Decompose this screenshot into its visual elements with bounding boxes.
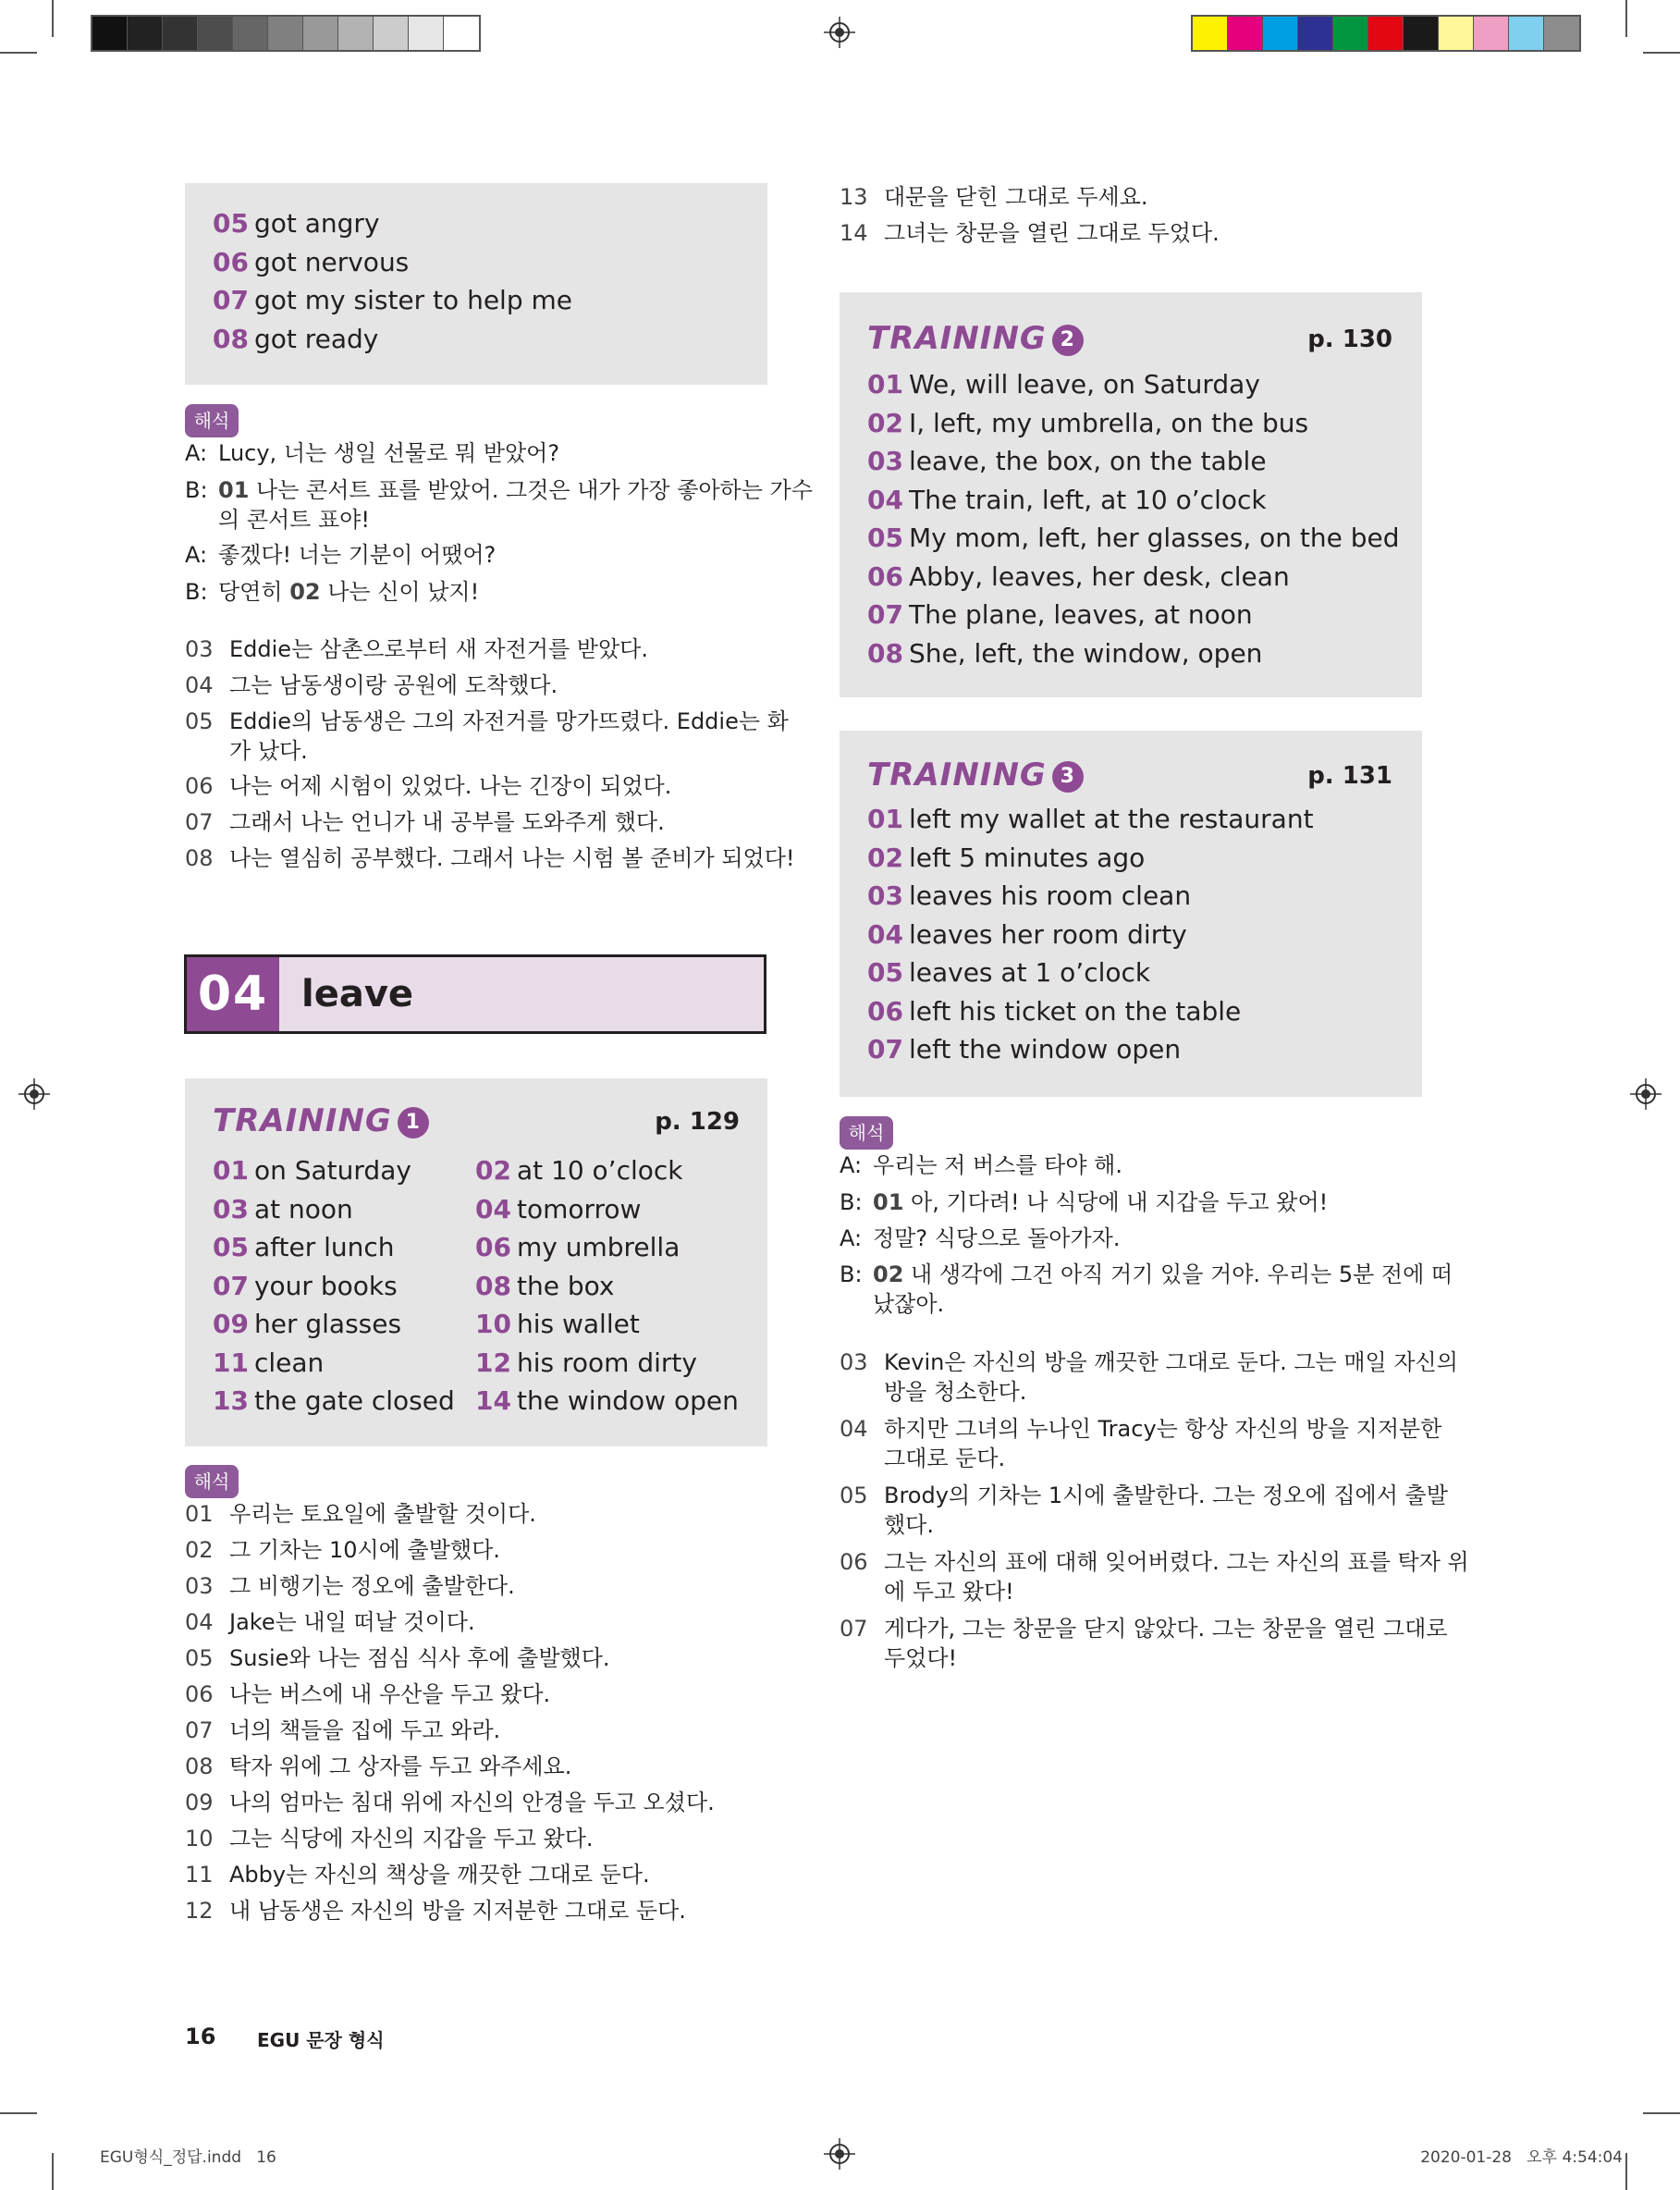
item-text-continued: 가 났다.	[229, 738, 308, 764]
training-3-heading: TRAINING 3	[867, 757, 1084, 794]
speaker: A:	[185, 440, 208, 466]
item-number: 09	[185, 1790, 214, 1815]
color-swatch	[444, 17, 479, 50]
training-2-number: 2	[1052, 325, 1084, 356]
dialog-line	[840, 1260, 1453, 1324]
answer-item	[213, 284, 572, 317]
item-number: 02	[185, 1537, 214, 1563]
item-text: on Saturday	[253, 1155, 411, 1186]
item-text: 그래서 나는 언니가 내 공부를 도와주게 했다.	[229, 809, 665, 835]
item-number: 14	[475, 1385, 511, 1416]
item-text: 나는 버스에 내 우산을 두고 왔다.	[229, 1681, 551, 1707]
item-number: 02	[475, 1155, 511, 1186]
item-text: Eddie는 삼촌으로부터 새 자전거를 받았다.	[229, 636, 648, 662]
item-number: 10	[185, 1826, 214, 1852]
answer-item	[867, 598, 1253, 632]
dialog-text: 좋겠다! 너는 기분이 어땠어?	[218, 542, 497, 568]
item-number: 04	[840, 1416, 868, 1442]
speaker: B:	[840, 1261, 863, 1287]
item-text: leaves his room clean	[908, 880, 1192, 911]
color-swatch	[1404, 17, 1439, 50]
item-number: 05	[867, 957, 903, 988]
training-3-box	[840, 731, 1422, 1097]
item-text: got my sister to help me	[253, 285, 573, 315]
item-number: 11	[213, 1347, 249, 1378]
answer-item	[475, 1347, 697, 1380]
item-text: Abby는 자신의 책상을 깨끗한 그대로 둔다.	[229, 1862, 650, 1888]
speaker: B:	[840, 1189, 863, 1215]
item-number: 07	[213, 285, 249, 315]
item-number: 03	[840, 1349, 868, 1375]
section-header	[184, 954, 766, 1034]
dialog-text-continued: 났잖아.	[873, 1291, 945, 1317]
color-swatch	[1509, 17, 1544, 50]
item-number: 05	[185, 1645, 214, 1671]
item-number: 05	[213, 208, 249, 239]
item-text: left his ticket on the table	[908, 995, 1242, 1027]
answer-item	[867, 445, 1267, 478]
item-text: his wallet	[516, 1309, 640, 1339]
dialog-text: 01 나는 콘서트 표를 받았어. 그것은 내가 가장 좋아하는 가수	[218, 477, 813, 503]
item-text: got ready	[253, 323, 379, 354]
page-number: 16	[185, 2024, 216, 2049]
item-text: leaves her room dirty	[908, 918, 1187, 950]
answer-item	[213, 1270, 398, 1303]
item-number: 04	[185, 1609, 214, 1635]
item-text: got nervous	[253, 246, 410, 277]
item-text: Brody의 기차는 1시에 출발한다. 그는 정오에 집에서 출발	[884, 1483, 1448, 1508]
item-number: 06	[213, 246, 249, 277]
item-text: left the window open	[908, 1034, 1182, 1064]
dialog-text-continued: 의 콘서트 표야!	[218, 507, 370, 533]
item-number: 05	[213, 1232, 249, 1262]
item-text: left 5 minutes ago	[908, 842, 1146, 873]
speaker: A:	[840, 1152, 863, 1178]
answer-item	[475, 1270, 614, 1303]
item-number: 14	[840, 220, 868, 246]
item-number: 03	[185, 1573, 214, 1599]
color-calibration-bar	[1191, 15, 1581, 52]
color-swatch	[1474, 17, 1509, 50]
color-swatch	[374, 17, 409, 50]
item-number: 09	[213, 1309, 249, 1339]
item-number: 07	[840, 1616, 868, 1642]
item-text: 그는 남동생이랑 공원에 도착했다.	[229, 672, 558, 698]
speaker: A:	[185, 542, 208, 568]
answer-box-top	[185, 183, 767, 385]
item-text: 대문을 닫힌 그대로 두세요.	[884, 184, 1148, 210]
haeseok-tag: 해석	[840, 1116, 893, 1150]
item-number: 07	[867, 1034, 903, 1064]
item-number: 07	[867, 599, 903, 630]
answer-item	[213, 1154, 411, 1187]
item-number: 01	[867, 369, 903, 400]
item-text: We, will leave, on Saturday	[908, 369, 1260, 400]
item-number: 08	[213, 323, 249, 354]
item-number: 04	[475, 1193, 511, 1224]
item-text: 그녀는 창문을 열린 그대로 두었다.	[884, 220, 1220, 246]
answer-item	[867, 522, 1400, 555]
item-text: the window open	[516, 1385, 739, 1416]
item-number: 03	[867, 880, 903, 911]
registration-mark-icon	[18, 1078, 50, 1110]
dialog-text: 01 아, 기다려! 나 식당에 내 지갑을 두고 왔어!	[873, 1189, 1329, 1215]
answer-item	[475, 1154, 682, 1187]
translation-item	[840, 1614, 1448, 1679]
item-number: 11	[185, 1862, 214, 1888]
color-swatch	[1439, 17, 1474, 50]
color-swatch	[1544, 17, 1579, 50]
item-number: 08	[475, 1270, 511, 1301]
item-text: Abby, leaves, her desk, clean	[908, 560, 1290, 592]
item-text: 나는 어제 시험이 있었다. 나는 긴장이 되었다.	[229, 773, 672, 799]
color-swatch	[1228, 17, 1263, 50]
answer-item	[213, 1308, 401, 1341]
answer-item	[475, 1308, 640, 1341]
answer-item	[475, 1193, 641, 1226]
registration-mark-icon	[1630, 1078, 1662, 1110]
item-text: leave, the box, on the table	[908, 446, 1267, 476]
answer-item	[867, 484, 1267, 517]
item-number: 02	[867, 842, 903, 873]
haeseok-tag: 해석	[185, 404, 239, 437]
item-number: 06	[185, 1681, 214, 1707]
item-number: 12	[475, 1347, 511, 1378]
answer-item	[867, 637, 1262, 671]
item-text: her glasses	[253, 1309, 402, 1339]
item-number: 04	[867, 484, 903, 515]
item-number: 06	[475, 1232, 511, 1262]
item-text: at 10 o’clock	[516, 1155, 683, 1186]
training-1-page: p. 129	[655, 1108, 740, 1136]
item-number: 07	[213, 1270, 249, 1301]
item-number: 06	[185, 773, 214, 799]
answer-item	[867, 1033, 1181, 1066]
training-1-number: 1	[398, 1107, 429, 1138]
answer-item	[867, 560, 1290, 594]
color-swatch	[1368, 17, 1404, 50]
answer-item	[213, 1384, 455, 1418]
item-text: the gate closed	[253, 1385, 455, 1416]
item-text: 하지만 그녀의 누나인 Tracy는 항상 자신의 방을 지저분한	[884, 1416, 1442, 1442]
item-text: The plane, leaves, at noon	[908, 599, 1253, 630]
item-number: 07	[185, 809, 214, 835]
speaker: A:	[840, 1225, 863, 1251]
item-number: 13	[840, 184, 868, 210]
item-number: 04	[185, 672, 214, 698]
registration-mark-icon	[824, 17, 855, 48]
color-swatch	[303, 17, 338, 50]
answer-item	[213, 323, 378, 356]
section-number: 04	[187, 957, 279, 1031]
item-text: his room dirty	[516, 1347, 697, 1378]
answer-item	[213, 1193, 353, 1226]
translation-item	[840, 1547, 1469, 1612]
translation-item	[840, 1414, 1442, 1479]
dialog-text: Lucy, 너는 생일 선물로 뭐 받았어?	[218, 440, 560, 466]
answer-item	[867, 368, 1260, 401]
item-number: 01	[867, 804, 903, 834]
dialog-line	[185, 577, 777, 642]
translation-item	[840, 1347, 1458, 1412]
item-number: 04	[867, 918, 903, 950]
item-text: My mom, left, her glasses, on the bed	[908, 523, 1400, 553]
item-number: 05	[185, 708, 214, 734]
training-3-page: p. 131	[1307, 762, 1392, 790]
translation-item	[185, 707, 789, 771]
color-swatch	[198, 17, 233, 50]
item-number: 03	[867, 446, 903, 476]
speaker: B:	[185, 477, 208, 503]
dialog-text: 당연히 02 나는 신이 났지!	[218, 579, 480, 605]
training-2-page: p. 130	[1307, 326, 1392, 353]
translation-item	[185, 1896, 777, 1961]
answer-item	[867, 956, 1150, 990]
item-text: The train, left, at 10 o’clock	[908, 484, 1267, 515]
item-text: got angry	[253, 208, 380, 239]
item-text: 우리는 토요일에 출발할 것이다.	[229, 1501, 536, 1527]
translation-item	[840, 1481, 1448, 1545]
answer-item	[867, 995, 1241, 1028]
item-number: 12	[185, 1898, 214, 1924]
item-text: Susie와 나는 점심 식사 후에 출발했다.	[229, 1645, 610, 1671]
dialog-line	[185, 475, 813, 540]
dialog-text: 02 내 생각에 그건 아직 거기 있을 거야. 우리는 5분 전에 떠	[873, 1261, 1453, 1287]
item-text: 탁자 위에 그 상자를 두고 와주세요.	[229, 1753, 572, 1779]
item-number: 06	[867, 560, 903, 592]
dialog-text: 우리는 저 버스를 타야 해.	[873, 1152, 1122, 1178]
answer-item	[475, 1231, 680, 1264]
training-2-heading: TRAINING 2	[867, 320, 1084, 357]
color-swatch	[338, 17, 374, 50]
training-3-number: 3	[1052, 761, 1084, 793]
item-number: 05	[840, 1483, 868, 1508]
translation-item	[185, 843, 795, 908]
section-title: leave	[301, 973, 414, 1015]
item-number: 08	[185, 845, 214, 871]
item-text: 나의 엄마는 침대 위에 자신의 안경을 두고 오셨다.	[229, 1790, 715, 1815]
color-swatch	[1263, 17, 1298, 50]
color-swatch	[163, 17, 198, 50]
item-text: tomorrow	[516, 1193, 642, 1224]
item-number: 02	[867, 407, 903, 438]
translation-item	[840, 218, 1431, 283]
color-swatch	[128, 17, 163, 50]
color-swatch	[1298, 17, 1333, 50]
answer-item	[867, 803, 1314, 836]
item-number: 08	[867, 637, 903, 669]
item-text: 게다가, 그는 창문을 닫지 않았다. 그는 창문을 열린 그대로	[884, 1616, 1448, 1642]
item-text: I, left, my umbrella, on the bus	[908, 407, 1309, 438]
color-swatch	[268, 17, 303, 50]
item-text: after lunch	[253, 1232, 395, 1262]
item-text: left my wallet at the restaurant	[908, 804, 1314, 834]
item-text: Jake는 내일 떠날 것이다.	[229, 1609, 475, 1635]
answer-item	[213, 246, 409, 279]
speaker: B:	[185, 579, 208, 605]
answer-item	[213, 1347, 324, 1380]
answer-item	[867, 842, 1145, 875]
answer-item	[213, 1231, 395, 1264]
item-text: Kevin은 자신의 방을 깨끗한 그대로 둔다. 그는 매일 자신의	[884, 1349, 1458, 1375]
training-2-box	[840, 292, 1422, 697]
training-1-heading: TRAINING 1	[213, 1102, 429, 1139]
answer-item	[867, 918, 1187, 952]
answer-item	[867, 407, 1308, 440]
item-text: 그는 자신의 표에 대해 잊어버렸다. 그는 자신의 표를 탁자 위	[884, 1549, 1469, 1575]
item-text: the box	[516, 1270, 615, 1301]
color-swatch	[233, 17, 268, 50]
haeseok-tag: 해석	[185, 1465, 239, 1498]
item-number: 08	[185, 1753, 214, 1779]
gray-calibration-bar	[91, 15, 481, 52]
item-text: clean	[253, 1347, 325, 1378]
item-text: 그 기차는 10시에 출발했다.	[229, 1537, 500, 1563]
answer-item	[475, 1384, 739, 1418]
color-swatch	[1193, 17, 1228, 50]
item-number: 05	[867, 523, 903, 553]
item-text: She, left, the window, open	[908, 637, 1263, 669]
item-text: 그 비행기는 정오에 출발한다.	[229, 1573, 515, 1599]
item-text-continued: 했다.	[884, 1512, 934, 1538]
color-swatch	[409, 17, 444, 50]
item-text: leaves at 1 o’clock	[908, 957, 1151, 988]
item-number: 06	[867, 995, 903, 1027]
item-text: Eddie의 남동생은 그의 자전거를 망가뜨렸다. Eddie는 화	[229, 708, 789, 734]
answer-item	[867, 880, 1191, 913]
item-text-continued: 방을 청소한다.	[884, 1379, 1027, 1405]
book-title: EGU 문장 형식	[257, 2029, 385, 2051]
item-text: 내 남동생은 자신의 방을 지저분한 그대로 둔다.	[229, 1898, 686, 1924]
item-text: your books	[253, 1270, 398, 1301]
item-text: 그는 식당에 자신의 지갑을 두고 왔다.	[229, 1826, 594, 1852]
dialog-text: 정말? 식당으로 돌아가자.	[873, 1225, 1121, 1251]
item-number: 10	[475, 1309, 511, 1339]
color-swatch	[92, 17, 128, 50]
item-text-continued: 두었다!	[884, 1645, 958, 1671]
item-number: 13	[213, 1385, 249, 1416]
item-text: 너의 책들을 집에 두고 와라.	[229, 1717, 501, 1743]
item-text-continued: 에 두고 왔다!	[884, 1579, 1014, 1605]
item-number: 03	[213, 1193, 249, 1224]
training-1-box	[185, 1078, 767, 1446]
item-number: 07	[185, 1717, 214, 1743]
color-swatch	[1333, 17, 1368, 50]
print-timestamp: 2020-01-28 오후 4:54:04	[1420, 2148, 1623, 2167]
item-number: 06	[840, 1549, 868, 1575]
item-text: my umbrella	[516, 1232, 681, 1262]
item-number: 01	[185, 1501, 214, 1527]
item-text: at noon	[253, 1193, 353, 1224]
file-name: EGU형식_정답.indd 16	[100, 2148, 276, 2167]
item-text: 나는 열심히 공부했다. 그래서 나는 시험 볼 준비가 되었다!	[229, 845, 795, 871]
item-number: 01	[213, 1155, 249, 1186]
answer-item	[213, 207, 380, 240]
item-text-continued: 그대로 둔다.	[884, 1446, 1006, 1471]
registration-mark-icon	[824, 2138, 855, 2170]
item-number: 03	[185, 636, 214, 662]
